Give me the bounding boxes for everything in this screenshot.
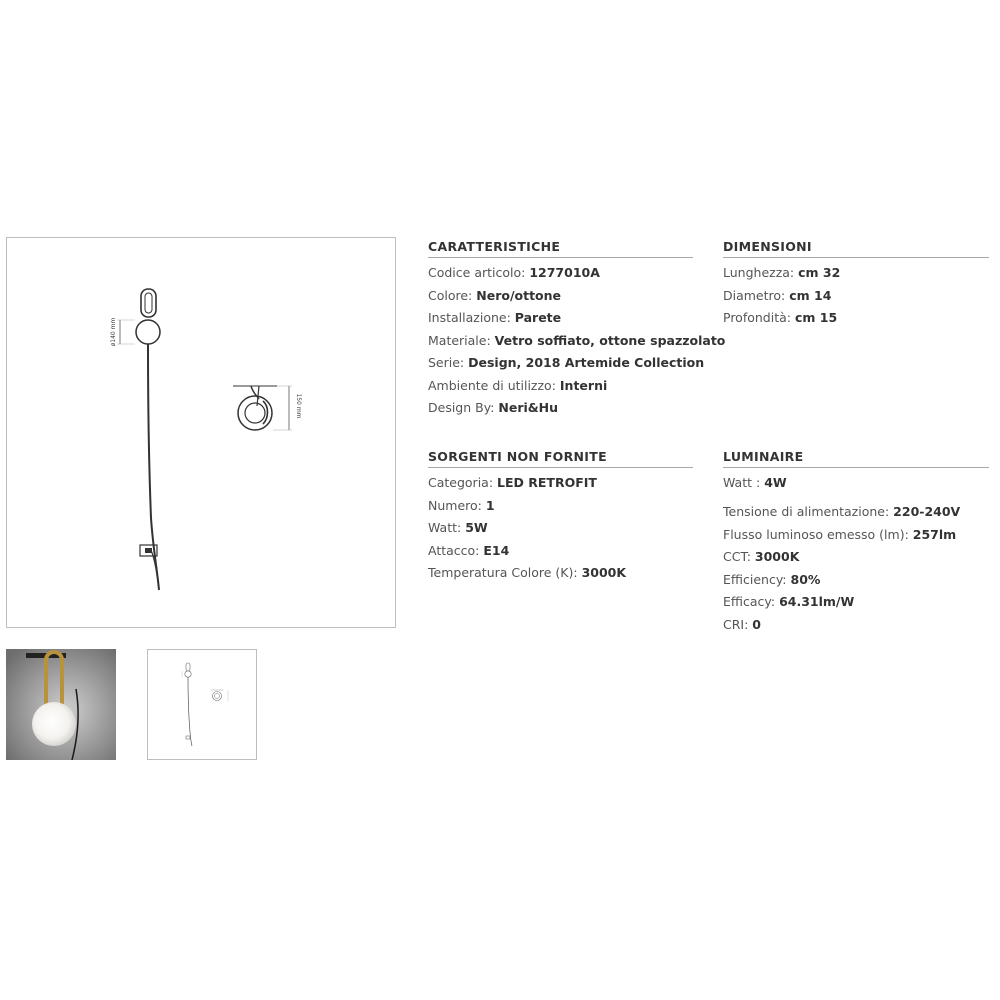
spec-row-ambiente: Ambiente di utilizzo: Interni — [428, 377, 608, 393]
spec-row-temperatura: Temperatura Colore (K): 3000K — [428, 565, 627, 580]
side-view-globe-inner — [245, 403, 265, 423]
spec-row-flusso: Flusso luminoso emesso (lm): 257lm — [723, 526, 957, 542]
spec-row-profondita: Profondità: cm 15 — [723, 310, 838, 325]
thumbnail-product-photo[interactable] — [6, 649, 116, 760]
spec-row-lunghezza: Lunghezza: cm 32 — [723, 265, 841, 280]
thumbnail-technical-drawing[interactable] — [147, 649, 257, 760]
photo-glass-globe — [32, 702, 76, 746]
section-title: DIMENSIONI — [723, 239, 989, 258]
lamp-globe — [136, 320, 160, 344]
lamp-drawing-svg — [7, 238, 397, 629]
section-sorgenti — [428, 449, 693, 588]
spec-row-cct: CCT: 3000K — [723, 549, 800, 564]
socket-plug — [145, 548, 152, 553]
diameter-label: ø140 mm — [110, 317, 117, 347]
spec-row-watt: Watt: 5W — [428, 520, 488, 535]
section-title: LUMINAIRE — [723, 449, 989, 468]
spec-row-installazione: Installazione: Parete — [428, 310, 562, 325]
section-dimensioni — [723, 239, 989, 333]
section-title: CARATTERISTICHE — [428, 239, 693, 258]
product-photo-svg — [6, 649, 116, 760]
spec-row-colore: Colore: Nero/ottone — [428, 287, 562, 303]
section-title: SORGENTI NON FORNITE — [428, 449, 693, 468]
spec-row-efficiency: Efficiency: 80% — [723, 571, 821, 587]
spec-row-cri: CRI: 0 — [723, 616, 761, 632]
spec-row-efficacy: Efficacy: 64.31lm/W — [723, 594, 855, 609]
spec-row-tensione: Tensione di alimentazione: 220-240V — [723, 504, 961, 519]
depth-label: 150 mm — [295, 393, 302, 419]
spec-row-codice: Codice articolo: 1277010A — [428, 265, 600, 280]
spec-row-diametro: Diametro: cm 14 — [723, 287, 832, 303]
spec-row-watt: Watt : 4W — [723, 475, 787, 490]
spec-row-materiale: Materiale: Vetro soffiato, ottone spazzolato — [428, 332, 726, 348]
spec-row-categoria: Categoria: LED RETROFIT — [428, 475, 597, 490]
spec-row-serie: Serie: Design, 2018 Artemide Collection — [428, 355, 705, 370]
section-luminaire — [723, 449, 989, 639]
mini-drawing-svg — [148, 650, 256, 759]
main-technical-drawing — [6, 237, 396, 628]
lamp-ring-inner — [145, 293, 152, 313]
spec-row-design-by: Design By: Neri&Hu — [428, 400, 559, 415]
spec-row-numero: Numero: 1 — [428, 497, 495, 513]
spec-row-attacco: Attacco: E14 — [428, 542, 510, 558]
section-caratteristiche — [428, 239, 726, 423]
